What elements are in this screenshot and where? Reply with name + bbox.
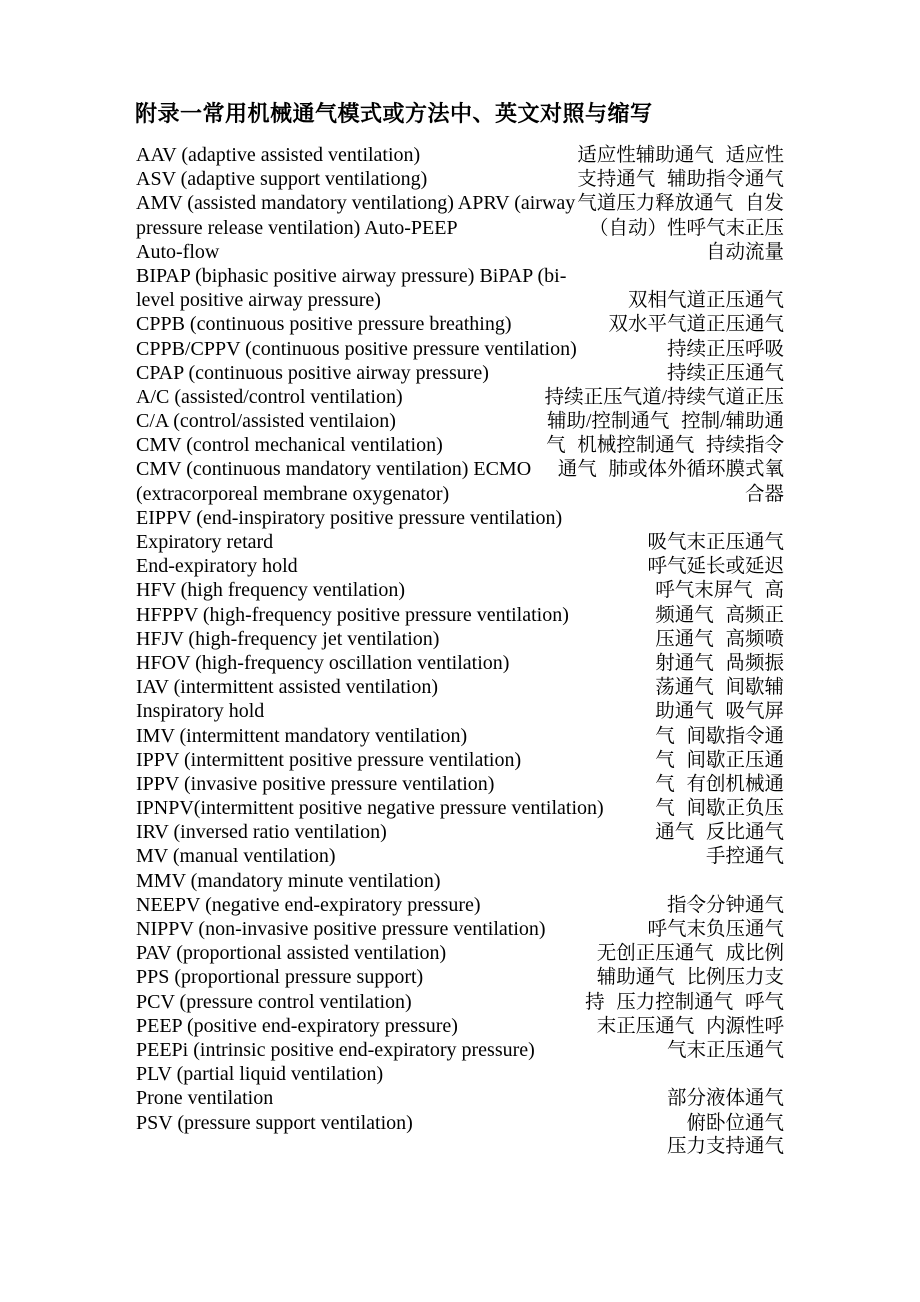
glossary-row	[136, 312, 784, 336]
chinese-term: 气 间歇正负压	[655, 798, 784, 820]
english-term: level positive airway pressure)	[136, 289, 381, 312]
glossary-row	[136, 409, 784, 433]
glossary-row	[136, 772, 784, 796]
glossary-row	[136, 603, 784, 627]
glossary-row	[136, 191, 784, 215]
chinese-term: 指令分钟通气	[666, 894, 784, 916]
chinese-term: 支持通气 辅助指令通气	[577, 169, 784, 191]
glossary-row	[136, 820, 784, 844]
english-term: PLV (partial liquid ventilation)	[136, 1063, 384, 1086]
english-term: EIPPV (end-inspiratory positive pressure ventilation)	[136, 506, 563, 529]
english-term: IPPV (intermittent positive pressure ventilation)	[136, 748, 522, 771]
english-term: IPNPV(intermittent positive negative pressure ventilation)	[136, 797, 604, 820]
glossary-row	[136, 1062, 784, 1086]
chinese-term: 荡通气 间歇辅	[655, 677, 784, 699]
glossary-row	[136, 844, 784, 868]
chinese-term: 呼气末屏气 高	[655, 580, 784, 602]
chinese-term: 气 机械控制通气 持续指令	[546, 435, 784, 457]
glossary-row	[136, 288, 784, 312]
chinese-term: 通气 反比通气	[655, 822, 784, 844]
english-term: Expiratory retard	[136, 531, 274, 553]
english-term: HFJV (high-frequency jet ventilation)	[136, 627, 440, 650]
glossary-row	[136, 1135, 784, 1159]
chinese-term: 压力支持通气	[666, 1135, 784, 1157]
chinese-term: 持续正压气道/持续气道正压	[544, 386, 784, 408]
chinese-term: 频通气 高频正	[655, 604, 784, 626]
glossary-row	[136, 361, 784, 385]
glossary-row	[136, 264, 784, 288]
glossary-row	[136, 482, 784, 506]
chinese-term: 持 压力控制通气 呼气	[585, 991, 784, 1013]
english-term: AMV (assisted mandatory ventilationg) APRV (airway	[136, 192, 576, 215]
glossary-row	[136, 1014, 784, 1038]
chinese-term: 自动流量	[705, 241, 784, 263]
english-term: NIPPV (non-invasive positive pressure ventilation)	[136, 918, 546, 940]
glossary-row	[136, 1086, 784, 1110]
glossary-row	[136, 627, 784, 651]
chinese-term: 双水平气道正压通气	[608, 314, 784, 336]
english-term: BIPAP (biphasic positive airway pressure) BiPAP (bi-	[136, 264, 567, 287]
english-term: HFV (high frequency ventilation)	[136, 579, 406, 602]
chinese-term: 气末正压通气	[666, 1039, 784, 1061]
glossary-row	[136, 869, 784, 893]
english-term: CMV (continuous mandatory ventilation) ECMO	[136, 458, 532, 481]
glossary-row	[136, 675, 784, 699]
english-term: PPS (proportional pressure support)	[136, 966, 424, 989]
english-term: CPPB/CPPV (continuous positive pressure ventilation)	[136, 337, 577, 360]
chinese-term: 通气 肺或体外循环膜式氧	[557, 459, 784, 481]
chinese-term: 气 间歇指令通	[655, 725, 784, 747]
english-term: MMV (mandatory minute ventilation)	[136, 869, 441, 892]
english-term: End-expiratory hold	[136, 555, 298, 578]
english-term: Inspiratory hold	[136, 700, 265, 723]
glossary-row	[136, 530, 784, 554]
glossary-row	[136, 651, 784, 675]
glossary-row	[136, 796, 784, 820]
english-term: Prone ventilation	[136, 1087, 274, 1110]
chinese-term: 手控通气	[705, 846, 784, 868]
glossary-row	[136, 143, 784, 167]
chinese-term: 呼气延长或延迟	[647, 556, 784, 578]
english-term: PSV (pressure support ventilation)	[136, 1111, 413, 1134]
glossary-row	[136, 433, 784, 457]
english-term: IMV (intermittent mandatory ventilation)	[136, 724, 468, 747]
english-term: CMV (control mechanical ventilation)	[136, 434, 443, 457]
chinese-term: 吸气末正压通气	[647, 532, 784, 553]
glossary-row	[136, 457, 784, 481]
english-term: pressure release ventilation) Auto-PEEP	[136, 216, 458, 239]
english-term: PCV (pressure control ventilation)	[136, 990, 412, 1013]
english-term: IRV (inversed ratio ventilation)	[136, 821, 387, 844]
chinese-term: 持续正压呼吸	[666, 338, 784, 360]
english-term: PEEPi (intrinsic positive end-expiratory pressure)	[136, 1038, 535, 1061]
english-term: IPPV (invasive positive pressure ventilation)	[136, 772, 495, 795]
english-term: Auto-flow	[136, 240, 220, 263]
chinese-term: 持续正压通气	[666, 362, 784, 384]
chinese-term: 双相气道正压通气	[627, 290, 784, 312]
english-term: ASV (adaptive support ventilationg)	[136, 168, 428, 191]
english-term: PAV (proportional assisted ventilation)	[136, 942, 447, 965]
english-term: IAV (intermittent assisted ventilation)	[136, 676, 438, 699]
page-title: 附录一常用机械通气模式或方法中、英文对照与缩写	[135, 101, 653, 126]
english-term: AAV (adaptive assisted ventilation)	[136, 144, 421, 166]
glossary-row	[136, 1038, 784, 1062]
chinese-term: 无创正压通气 成比例	[596, 943, 784, 965]
english-term: HFOV (high-frequency oscillation ventilation)	[136, 651, 510, 674]
chinese-term: 射通气 咼频振	[655, 652, 784, 674]
english-term: A/C (assisted/control ventilation)	[136, 385, 403, 408]
glossary-row	[136, 385, 784, 409]
glossary-row	[136, 554, 784, 578]
glossary-row	[136, 240, 784, 264]
chinese-term: 压通气 高频喷	[655, 628, 784, 650]
glossary-row	[136, 167, 784, 191]
chinese-term: 气道压力释放通气 自发	[577, 193, 784, 215]
glossary-row	[136, 990, 784, 1014]
english-term: C/A (control/assisted ventilaion)	[136, 410, 396, 433]
glossary-row	[136, 337, 784, 361]
glossary-row	[136, 699, 784, 723]
chinese-term: 气 间歇正压通	[655, 749, 784, 771]
glossary-row	[136, 965, 784, 989]
english-term: CPPB (continuous positive pressure breathing)	[136, 313, 512, 336]
glossary-row	[136, 893, 784, 917]
glossary-row	[136, 724, 784, 748]
chinese-term: 气 有创机械通	[655, 773, 784, 795]
glossary-row	[136, 917, 784, 941]
english-term: NEEPV (negative end-expiratory pressure)	[136, 893, 481, 916]
chinese-term: 呼气末负压通气	[647, 919, 784, 940]
glossary-row	[136, 748, 784, 772]
glossary-row	[136, 1111, 784, 1135]
chinese-term: 辅助通气 比例压力支	[596, 967, 784, 989]
chinese-term: 适应性辅助通气 适应性	[577, 145, 784, 166]
glossary-row	[136, 578, 784, 602]
chinese-term: 辅助/控制通气 控制/辅助通	[546, 411, 784, 433]
english-term: CPAP (continuous positive airway pressure)	[136, 361, 489, 384]
english-term: HFPPV (high-frequency positive pressure ventilation)	[136, 603, 569, 626]
chinese-term: （自动）性呼气末正压	[588, 217, 784, 239]
glossary-table	[136, 143, 784, 1159]
glossary-row	[136, 941, 784, 965]
english-term: (extracorporeal membrane oxygenator)	[136, 482, 450, 505]
chinese-term: 俯卧位通气	[686, 1112, 784, 1134]
english-term: MV (manual ventilation)	[136, 845, 336, 868]
chinese-term: 助通气 吸气屏	[655, 701, 784, 723]
glossary-row	[136, 216, 784, 240]
chinese-term: 部分液体通气	[666, 1088, 784, 1110]
chinese-term: 合器	[744, 483, 784, 505]
english-term: PEEP (positive end-expiratory pressure)	[136, 1014, 458, 1037]
glossary-row	[136, 506, 784, 530]
chinese-term: 末正压通气 内源性呼	[596, 1015, 784, 1037]
